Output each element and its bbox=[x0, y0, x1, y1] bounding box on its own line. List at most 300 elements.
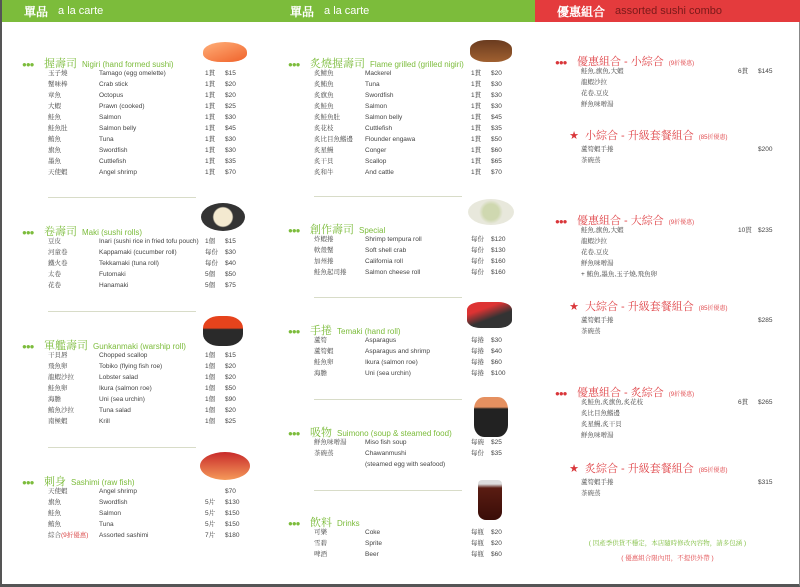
item-cn-text: 鮭魚 bbox=[48, 114, 61, 121]
bullet-dots-icon: ●●● bbox=[288, 429, 300, 438]
bullet-dots-icon: ●●● bbox=[288, 60, 300, 69]
menu-item bbox=[22, 247, 262, 258]
menu-item bbox=[22, 101, 262, 112]
item-unit: 每捲 bbox=[471, 359, 484, 366]
item-unit: 每份 bbox=[205, 249, 218, 256]
item-cn-text: 海膽 bbox=[48, 396, 61, 403]
combo-unit: 6貫 bbox=[738, 399, 749, 406]
item-price: $45 bbox=[491, 114, 502, 121]
item-unit: 1貫 bbox=[471, 92, 482, 99]
header-a-la-carte-1 bbox=[2, 0, 268, 22]
menu-item bbox=[288, 234, 528, 245]
item-name-en: Tuna bbox=[365, 81, 380, 88]
combo-discount: (85折優惠) bbox=[698, 135, 728, 141]
combo-line-text: 炙星鰻,炙干貝 bbox=[581, 421, 622, 428]
item-name-en: Salmon belly bbox=[365, 114, 403, 121]
menu-item bbox=[288, 156, 528, 167]
item-unit: 1貫 bbox=[471, 114, 482, 121]
combo-heading bbox=[555, 384, 785, 397]
item-cn-text: 炙鯖魚 bbox=[314, 70, 334, 77]
combo-line bbox=[555, 269, 785, 280]
menu-item bbox=[22, 236, 262, 247]
combo-heading bbox=[563, 460, 785, 473]
bullet-dots-icon: ●●● bbox=[555, 389, 567, 398]
menu-item bbox=[288, 256, 528, 267]
item-name-cn bbox=[314, 267, 347, 278]
item-unit: 1個 bbox=[205, 396, 216, 403]
item-name-cn bbox=[314, 335, 327, 346]
item-name-cn bbox=[48, 361, 68, 372]
item-name-cn bbox=[314, 167, 334, 178]
combo-title: 優惠組合 - 炙綜合 bbox=[577, 387, 664, 399]
menu-item bbox=[288, 527, 528, 538]
combo-price: $200 bbox=[758, 146, 773, 153]
item-cn-text: 旗魚 bbox=[48, 147, 61, 154]
item-name-en: Uni (sea urchin) bbox=[99, 396, 145, 403]
special-roll-image bbox=[468, 199, 514, 225]
item-price: $30 bbox=[491, 81, 502, 88]
menu-item bbox=[288, 167, 528, 178]
item-price: $50 bbox=[491, 136, 502, 143]
combo-line bbox=[555, 66, 785, 77]
item-cn-text: 可樂 bbox=[314, 529, 327, 536]
item-name-cn bbox=[48, 416, 68, 427]
item-price: $150 bbox=[225, 521, 240, 528]
menu-item bbox=[22, 269, 262, 280]
item-unit: 每捲 bbox=[471, 348, 484, 355]
item-name-cn bbox=[48, 79, 68, 90]
combo-line-text: 蘆筍蝦手捲 bbox=[581, 479, 614, 486]
combo-line-text: 龍蝦沙拉 bbox=[581, 238, 607, 245]
item-price: $30 bbox=[491, 103, 502, 110]
bullet-dots-icon: ●●● bbox=[22, 478, 34, 487]
item-cn-text: 鮪魚 bbox=[48, 136, 61, 143]
header-cn: 單品 bbox=[290, 4, 315, 19]
item-name-cn bbox=[48, 497, 61, 508]
combo-discount: (9折優惠) bbox=[668, 220, 695, 226]
divider bbox=[314, 297, 462, 298]
combo-line bbox=[555, 99, 785, 110]
item-name-en: Salmon bbox=[99, 114, 122, 121]
item-unit: 1貫 bbox=[471, 147, 482, 154]
item-unit: 5片 bbox=[205, 499, 216, 506]
menu-item bbox=[288, 549, 528, 560]
item-cn-text: 鮪魚沙拉 bbox=[48, 407, 74, 414]
section-maki bbox=[22, 223, 262, 291]
item-unit: 每份 bbox=[471, 269, 484, 276]
item-unit: 每份 bbox=[471, 236, 484, 243]
item-cn-text: 炙旗魚 bbox=[314, 92, 334, 99]
item-cn-text: 豆皮 bbox=[48, 238, 61, 245]
combo-heading bbox=[555, 53, 785, 66]
item-name-en: Cuttlefish bbox=[99, 158, 127, 165]
menu-item bbox=[22, 90, 262, 101]
section-flame-grilled bbox=[288, 55, 528, 178]
item-cn-text: 鮭魚肚 bbox=[48, 125, 68, 132]
item-name-en: Scallop bbox=[365, 158, 387, 165]
item-unit: 1貫 bbox=[205, 103, 216, 110]
item-unit: 1貫 bbox=[471, 103, 482, 110]
item-price: $30 bbox=[225, 136, 236, 143]
item-cn-text: 鮭魚卵 bbox=[48, 385, 68, 392]
discount-label: (9折優惠) bbox=[61, 532, 89, 539]
item-cn-text: 南極蝦 bbox=[48, 418, 68, 425]
item-name-en: Tobiko (flying fish roe) bbox=[99, 363, 163, 370]
combo-small bbox=[555, 53, 785, 110]
menu-item bbox=[22, 372, 262, 383]
item-cn-text: 炙鮭魚 bbox=[314, 103, 334, 110]
item-name-en: Ikura (salmon roe) bbox=[99, 385, 152, 392]
section-gunkan bbox=[22, 337, 262, 427]
header-en: a la carte bbox=[58, 5, 104, 17]
bullet-dots-icon: ●●● bbox=[288, 327, 300, 336]
item-price: $50 bbox=[225, 271, 236, 278]
header-cn: 優惠組合 bbox=[557, 4, 606, 19]
combo-title: 優惠組合 - 大綜合 bbox=[577, 215, 664, 227]
item-cn-text: 炙鮭魚肚 bbox=[314, 114, 340, 121]
item-unit: 1個 bbox=[205, 385, 216, 392]
item-name-cn bbox=[48, 383, 68, 394]
item-price: $25 bbox=[225, 103, 236, 110]
section-sashimi bbox=[22, 473, 262, 541]
item-price: $100 bbox=[491, 370, 506, 377]
grilled-nigiri-image bbox=[470, 40, 512, 62]
combo-line bbox=[555, 397, 785, 408]
section-title-en: Maki (sushi rolls) bbox=[82, 228, 143, 237]
item-cn-text: 鮭魚起司捲 bbox=[314, 269, 347, 276]
item-name-cn bbox=[314, 79, 334, 90]
star-icon: ★ bbox=[569, 463, 579, 475]
item-name-en: Mackerel bbox=[365, 70, 392, 77]
item-unit: 每瓶 bbox=[471, 540, 484, 547]
item-name-en: Chawanmushi bbox=[365, 450, 407, 457]
item-price: $20 bbox=[225, 92, 236, 99]
item-cn-text: 旗魚 bbox=[48, 499, 61, 506]
item-unit: 5片 bbox=[205, 521, 216, 528]
item-name-cn bbox=[48, 134, 61, 145]
combo-line bbox=[555, 77, 785, 88]
item-name-cn bbox=[48, 530, 88, 541]
item-cn-text: 加州捲 bbox=[314, 258, 334, 265]
item-name-cn bbox=[48, 258, 68, 269]
item-name-en: Angel shrimp bbox=[99, 169, 137, 176]
combo-line-text: 花卷,豆皮 bbox=[581, 249, 609, 256]
combo-title: 大綜合 - 升級套餐組合 bbox=[585, 301, 694, 313]
combo-line-text: + 鮪魚,墨魚,玉子燒,飛魚卵 bbox=[581, 271, 658, 278]
item-name-cn bbox=[48, 101, 61, 112]
item-unit: 每瓶 bbox=[471, 551, 484, 558]
item-price: $20 bbox=[491, 529, 502, 536]
item-name-cn bbox=[314, 123, 334, 134]
item-unit: 1貫 bbox=[205, 114, 216, 121]
item-name-en: Salmon cheese roll bbox=[365, 269, 421, 276]
combo-line bbox=[555, 488, 785, 499]
item-unit: 1貫 bbox=[471, 136, 482, 143]
menu-item bbox=[288, 112, 528, 123]
combo-grill-upgrade bbox=[555, 460, 785, 499]
item-unit: 每份 bbox=[205, 260, 218, 267]
item-name-cn bbox=[314, 112, 340, 123]
item-cn-text: 干貝唇 bbox=[48, 352, 68, 359]
menu-item bbox=[288, 357, 528, 368]
item-cn-text: 雪碧 bbox=[314, 540, 327, 547]
item-name-cn bbox=[314, 256, 334, 267]
item-name-cn bbox=[48, 145, 61, 156]
item-name-en: Angel shrimp bbox=[99, 488, 137, 495]
item-unit: 每份 bbox=[471, 247, 484, 254]
item-price: $70 bbox=[491, 169, 502, 176]
item-name-cn bbox=[48, 372, 74, 383]
item-name-cn bbox=[314, 368, 327, 379]
menu-item bbox=[288, 267, 528, 278]
menu-item bbox=[288, 145, 528, 156]
section-title-cn: 握壽司 bbox=[44, 58, 77, 70]
item-cn-text: 啤酒 bbox=[314, 551, 327, 558]
combo-large bbox=[555, 212, 785, 280]
item-name-en: Chopped scallop bbox=[99, 352, 148, 359]
combo-line bbox=[555, 408, 785, 419]
item-unit: 每捲 bbox=[471, 337, 484, 344]
section-title-cn: 飲料 bbox=[310, 517, 332, 529]
bullet-dots-icon: ●●● bbox=[555, 58, 567, 67]
combo-line bbox=[555, 419, 785, 430]
item-cn-text: 炙干貝 bbox=[314, 158, 334, 165]
bullet-dots-icon: ●●● bbox=[22, 342, 34, 351]
section-drinks bbox=[288, 514, 528, 560]
item-cn-text: 炙鮪魚 bbox=[314, 81, 334, 88]
item-name-cn bbox=[314, 437, 347, 448]
menu-item bbox=[22, 134, 262, 145]
item-price: $30 bbox=[225, 147, 236, 154]
menu-item bbox=[288, 335, 528, 346]
combo-title: 優惠組合 - 小綜合 bbox=[577, 56, 664, 68]
item-price: $35 bbox=[491, 125, 502, 132]
item-cn-text: 軟殼蟹 bbox=[314, 247, 334, 254]
combo-heading bbox=[563, 298, 785, 311]
header-en: assorted sushi combo bbox=[615, 5, 723, 17]
item-name-cn bbox=[48, 247, 68, 258]
item-name-en: Tuna salad bbox=[99, 407, 131, 414]
sashimi-image bbox=[200, 452, 250, 480]
section-special bbox=[288, 221, 528, 278]
menu-item bbox=[22, 416, 262, 427]
item-cn-text: 天使蝦 bbox=[48, 488, 68, 495]
item-name-en: California roll bbox=[365, 258, 403, 265]
menu-item bbox=[288, 68, 528, 79]
item-name-en: Beer bbox=[365, 551, 379, 558]
divider bbox=[314, 196, 462, 197]
combo-line bbox=[555, 315, 785, 326]
item-cn-text: 天使蝦 bbox=[48, 169, 68, 176]
item-name-cn bbox=[48, 269, 61, 280]
item-name-en: (steamed egg with seafood) bbox=[365, 461, 446, 468]
item-name-cn bbox=[48, 486, 68, 497]
menu-item bbox=[22, 361, 262, 372]
item-price: $60 bbox=[491, 147, 502, 154]
item-price: $15 bbox=[225, 238, 236, 245]
item-price: $120 bbox=[491, 236, 506, 243]
combo-line-text: 花卷,豆皮 bbox=[581, 90, 609, 97]
combo-line-text: 龍蝦沙拉 bbox=[581, 79, 607, 86]
item-name-en: Swordfish bbox=[99, 147, 128, 154]
combo-heading bbox=[563, 127, 785, 140]
combo-price: $265 bbox=[758, 399, 773, 406]
menu-item bbox=[288, 245, 528, 256]
item-unit: 5片 bbox=[205, 510, 216, 517]
menu-item bbox=[22, 145, 262, 156]
combo-discount: (85折優惠) bbox=[698, 468, 728, 474]
section-title-en: Gunkanmaki (warship roll) bbox=[93, 342, 186, 351]
item-unit: 1貫 bbox=[205, 92, 216, 99]
item-price: $60 bbox=[491, 551, 502, 558]
combo-line-text: 鮮魚味噌湯 bbox=[581, 101, 614, 108]
combo-line bbox=[555, 247, 785, 258]
item-name-cn bbox=[314, 101, 334, 112]
combo-unit: 6貫 bbox=[738, 68, 749, 75]
cola-glass-image bbox=[478, 480, 502, 520]
item-name-en: Inari (sushi rice in fried tofu pouch) bbox=[99, 238, 199, 245]
header-combo bbox=[535, 0, 800, 22]
item-price: $30 bbox=[491, 337, 502, 344]
item-unit: 1個 bbox=[205, 374, 216, 381]
star-icon: ★ bbox=[569, 130, 579, 142]
section-title-cn: 刺身 bbox=[44, 476, 66, 488]
combo-line-text: 鮭魚,旗魚,大蝦 bbox=[581, 68, 624, 75]
item-name-en: Asparagus bbox=[365, 337, 397, 344]
menu-item bbox=[288, 90, 528, 101]
item-cn-text: 太卷 bbox=[48, 271, 61, 278]
bullet-dots-icon: ●●● bbox=[288, 519, 300, 528]
item-cn-text: 花卷 bbox=[48, 282, 61, 289]
item-name-cn bbox=[314, 156, 334, 167]
header-a-la-carte-2 bbox=[268, 0, 535, 22]
item-cn-text: 鐵火卷 bbox=[48, 260, 68, 267]
section-title-en: Suimono (soup & steamed food) bbox=[337, 429, 452, 438]
item-name-cn bbox=[314, 234, 334, 245]
item-name-cn bbox=[48, 394, 61, 405]
item-unit: 1個 bbox=[205, 363, 216, 370]
menu-item bbox=[22, 508, 262, 519]
supply-note: ( 因產季供貨不穩定，本店隨時修改內容物，請多包涵 ) bbox=[588, 540, 747, 547]
item-cn-text: 綜合 bbox=[48, 532, 61, 539]
section-title-cn: 吸物 bbox=[310, 427, 332, 439]
combo-line bbox=[555, 236, 785, 247]
item-name-en: Shrimp tempura roll bbox=[365, 236, 422, 243]
combo-line-text: 炙比目魚鰭邊 bbox=[581, 410, 620, 417]
item-cn-text: 章魚 bbox=[48, 92, 61, 99]
item-price: $130 bbox=[225, 499, 240, 506]
item-unit: 每份 bbox=[471, 258, 484, 265]
item-name-en: Ikura (salmon roe) bbox=[365, 359, 418, 366]
item-unit: 1貫 bbox=[205, 125, 216, 132]
item-name-en: Prawn (cooked) bbox=[99, 103, 145, 110]
item-price: $25 bbox=[225, 418, 236, 425]
item-name-en: Krill bbox=[99, 418, 110, 425]
item-cn-text: 墨魚 bbox=[48, 158, 61, 165]
item-name-en: Flounder engawa bbox=[365, 136, 416, 143]
item-price: $20 bbox=[491, 70, 502, 77]
item-name-en: Kappamaki (cucumber roll) bbox=[99, 249, 177, 256]
item-cn-text: 鮪魚 bbox=[48, 521, 61, 528]
maki-image bbox=[201, 203, 245, 231]
combo-discount: (85折優惠) bbox=[698, 306, 728, 312]
item-unit: 1貫 bbox=[205, 136, 216, 143]
item-cn-text: 玉子燒 bbox=[48, 70, 68, 77]
item-unit: 5個 bbox=[205, 282, 216, 289]
menu-item bbox=[22, 394, 262, 405]
item-name-cn bbox=[48, 405, 74, 416]
item-cn-text: 龍蝦沙拉 bbox=[48, 374, 74, 381]
gunkan-image bbox=[203, 316, 243, 346]
bullet-dots-icon: ●●● bbox=[22, 60, 34, 69]
item-name-cn bbox=[48, 350, 68, 361]
section-nigiri bbox=[22, 55, 262, 178]
item-unit: 1貫 bbox=[471, 81, 482, 88]
section-title-cn: 卷壽司 bbox=[44, 226, 77, 238]
combo-line-text: 茶碗蒸 bbox=[581, 328, 601, 335]
combo-large-upgrade bbox=[555, 298, 785, 337]
header-en: a la carte bbox=[324, 5, 370, 17]
item-name-en: Soft shell crab bbox=[365, 247, 407, 254]
item-cn-text: 蟹味棒 bbox=[48, 81, 68, 88]
menu-item bbox=[22, 123, 262, 134]
item-cn-text: 茶碗蒸 bbox=[314, 450, 334, 457]
item-price: $30 bbox=[491, 92, 502, 99]
menu-item bbox=[22, 405, 262, 416]
divider bbox=[314, 490, 462, 491]
item-name-cn bbox=[314, 549, 327, 560]
item-price: $20 bbox=[225, 363, 236, 370]
item-cn-text: 鮭魚卵 bbox=[314, 359, 334, 366]
item-price: $20 bbox=[225, 81, 236, 88]
item-price: $70 bbox=[225, 488, 236, 495]
item-price: $30 bbox=[225, 249, 236, 256]
combo-discount: (9折優惠) bbox=[668, 61, 695, 67]
divider bbox=[48, 447, 196, 448]
menu-item bbox=[22, 530, 262, 541]
menu-item bbox=[22, 350, 262, 361]
item-name-cn bbox=[314, 134, 353, 145]
item-unit: 1貫 bbox=[471, 70, 482, 77]
menu-item bbox=[22, 280, 262, 291]
menu-item bbox=[22, 68, 262, 79]
menu-item bbox=[288, 79, 528, 90]
combo-small-upgrade bbox=[555, 127, 785, 166]
item-name-cn bbox=[48, 236, 61, 247]
combo-heading bbox=[555, 212, 785, 225]
item-name-en: Salmon bbox=[99, 510, 122, 517]
item-cn-text: 炙星鰻 bbox=[314, 147, 334, 154]
item-name-cn bbox=[48, 90, 61, 101]
combo-title: 小綜合 - 升級套餐組合 bbox=[585, 130, 694, 142]
menu-item bbox=[22, 258, 262, 269]
item-unit: 7片 bbox=[205, 532, 216, 539]
item-unit: 5個 bbox=[205, 271, 216, 278]
item-price: $90 bbox=[225, 396, 236, 403]
section-temaki bbox=[288, 322, 528, 379]
item-price: $15 bbox=[225, 352, 236, 359]
combo-grill bbox=[555, 384, 785, 441]
item-name-en: Assorted sashimi bbox=[99, 532, 149, 539]
item-price: $25 bbox=[491, 439, 502, 446]
section-title-cn: 炙燒握壽司 bbox=[310, 58, 365, 70]
section-title-en: Flame grilled (grilled nigiri) bbox=[370, 60, 464, 69]
item-name-en: Cuttlefish bbox=[365, 125, 393, 132]
section-title-en: Temaki (hand roll) bbox=[337, 327, 401, 336]
item-unit: 每份 bbox=[471, 450, 484, 457]
item-name-en: Tuna bbox=[99, 521, 114, 528]
item-cn-text: 鮮魚味噌湯 bbox=[314, 439, 347, 446]
